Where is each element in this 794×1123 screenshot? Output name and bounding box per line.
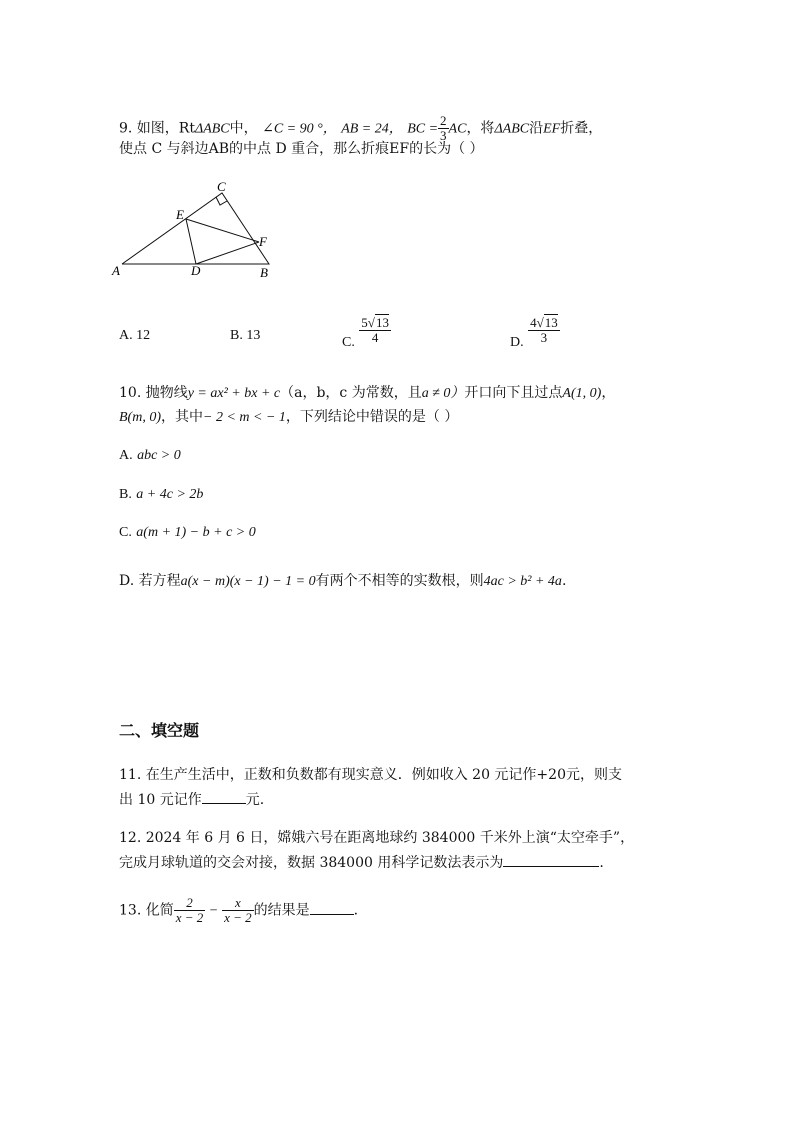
- section-title: 二、填空题: [119, 721, 200, 740]
- triangle-abc: [122, 193, 269, 264]
- q10-line2: B(m, 0)，其中− 2 < m < − 1，下列结论中错误的是（ ）: [119, 409, 459, 425]
- label-c: C: [217, 179, 226, 194]
- q9-option-c: C. $\frac{5√13}{4}$: [342, 315, 389, 350]
- q9-option-d: D. $\frac{4√13}{3}$: [510, 315, 558, 350]
- label-e: E: [176, 207, 184, 222]
- q10-equation: y = ax² + bx + c: [187, 386, 281, 401]
- q9-bc-fraction: $\frac{2}{3}$: [440, 113, 447, 143]
- q12-line2: 完成月球轨道的交会对接，数据 384000 用科学记数法表示为 .: [119, 855, 604, 871]
- q10-point-b: B(m, 0): [119, 410, 161, 425]
- q10-option-a: A. abc > 0: [119, 448, 181, 463]
- label-b: B: [260, 265, 268, 280]
- q10-point-a: A(1, 0): [562, 386, 602, 401]
- q9-line2: 使点 C 与斜边AB的中点 D 重合，那么折痕EF的长为（ ）: [119, 141, 484, 157]
- q10-option-b: B. a + 4c > 2b: [119, 487, 204, 502]
- q10-option-c: C. a(m + 1) − b + c > 0: [119, 525, 256, 540]
- q9-bc-left: BC =: [407, 121, 439, 137]
- segment-ed: [186, 219, 196, 264]
- q9-triangle-2: ΔABC: [494, 121, 530, 137]
- q9-option-a: A. 12: [119, 328, 151, 343]
- q13-fraction-2: $\frac{x}{x - 2}$: [224, 895, 252, 925]
- q9-ab-cond: AB = 24，: [341, 121, 403, 137]
- q9-angle-symbol: ∠: [262, 121, 274, 137]
- q9-prefix: 9. 如图，Rt: [119, 120, 195, 137]
- q10-line1: 10. 抛物线y = ax² + bx + c（a，b，c 为常数，且a ≠ 0）开口向下且过点A(1, 0)，: [119, 385, 616, 401]
- segment-ef: [186, 219, 259, 242]
- q12-answer-blank[interactable]: [503, 866, 599, 867]
- q12-line1: 12. 2024 年 6 月 6 日，嫦娥六号在距离地球约 384000 千米外上演“太空牵手”，: [119, 830, 635, 846]
- label-a: A: [112, 263, 120, 278]
- q10-option-d: D. 若方程a(x − m)(x − 1) − 1 = 0有两个不相等的实数根，则4ac > b² + 4a.: [119, 573, 567, 589]
- q9-triangle-figure: [110, 176, 290, 286]
- q9-fold-text: ，将: [466, 120, 495, 137]
- q13-answer-blank[interactable]: [310, 914, 354, 915]
- q11-line2: 出 10 元记作 元.: [119, 792, 265, 808]
- segment-df: [196, 242, 259, 264]
- q9-triangle: ΔABC: [194, 121, 230, 137]
- q9-angle-cond: C = 90 °，: [273, 121, 337, 137]
- q10-range: − 2 < m < − 1: [203, 410, 286, 425]
- label-d: D: [191, 263, 201, 278]
- q9-mid: 中，: [229, 120, 258, 137]
- q13-fraction-1: $\frac{2}{x - 2}$: [175, 895, 204, 925]
- q9-bc-right: AC: [448, 121, 467, 137]
- q9-ef: EF: [543, 121, 561, 137]
- q13-line: 13. 化简 $\frac{2}{x - 2}$ − $\frac{x}{x - 2}$ 的结果是 .: [119, 895, 359, 925]
- q11-answer-blank[interactable]: [202, 803, 246, 804]
- label-f: F: [259, 234, 267, 249]
- q11-line1: 11. 在生产生活中，正数和负数都有现实意义．例如收入 20 元记作+20元，则支: [119, 767, 622, 783]
- q9-along: 沿: [529, 120, 544, 137]
- q9-option-b: B. 13: [230, 328, 261, 343]
- q9-fold-end: 折叠，: [560, 120, 603, 137]
